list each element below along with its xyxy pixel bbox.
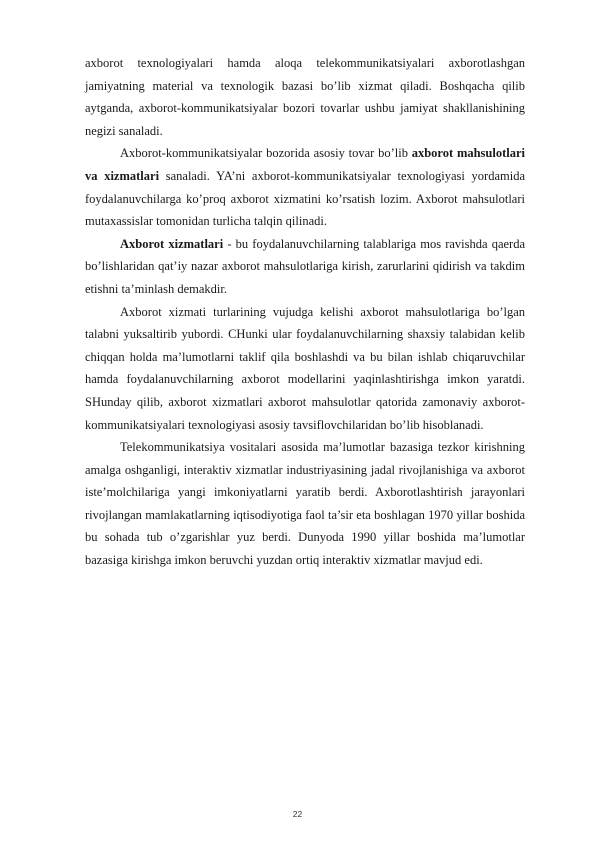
paragraph-text: - bu foydalanuvchilarning talablariga mos ravishda qaerda bo’lishlaridan qat’iy nazar axborot mahsulotlariga kirish, zarurlarini qidirish va takdim etishni ta’minlash demakdir. (85, 236, 525, 296)
document-page (85, 52, 525, 572)
paragraph-information-market (85, 142, 525, 232)
bold-term-information-services: Axborot xizmatlari (120, 236, 224, 251)
paragraph-text: Axborot-kommunikatsiyalar bozorida asosiy tovar bo’lib (120, 146, 412, 161)
paragraph-service-types: Axborot xizmati turlarining vujudga kelishi axborot mahsulotlariga bo’lgan talabni yuksaltirib yubordi. CHunki ular foydalanuvchilarning shaxsiy talabidan kelib chiqqan holda ma’lumotlarni taklif qila boshlashdi va bu bilan ishlab chiqaruvchilar hamda foydalanuvchilarning axborot modellarini yaqinlashtirishga imkon yaratdi. SHunday qilib, axborot xizmatlari axborot mahsulotlar qatorida zamonaviy axborot- kommunikatsiyalari texnologiyasi asosiy tavsiflovchilaridan bo’lib hisoblanadi. (85, 304, 525, 432)
paragraph-information-services-definition (85, 233, 525, 301)
paragraph-intro: axborot texnologiyalari hamda aloqa telekommunikatsiyalari axborotlashgan jamiyatning material va texnologik bazasi bo’lib xizmat qiladi. Boshqacha qilib aytganda, axborot-kommunikatsiyalar bozori tovarlar ushbu jamiyat shakllanishining negizi sanaladi. (85, 56, 525, 138)
paragraph-telecommunications: Telekommunikatsiya vositalari asosida ma’lumotlar bazasiga tezkor kirishning amalga oshganligi, interaktiv xizmatlar industriyasining jadal rivojlanishiga va axborot iste’molchilariga yangi imkoniyatlarni yaratib berdi. Axborotlashtirish jarayonlari rivojlangan mamlakatlarning iqtisodiyotiga faol ta’sir eta boshlagan 1970 yillar boshida bu sohada tub o’zgarishlar yuz berdi. Dunyoda 1990 yillar boshida ma’lumotlar bazasiga kirishga imkon beruvchi yuzdan ortiq interaktiv xizmatlar mavjud edi. (85, 440, 525, 568)
page-number: 22 (292, 809, 303, 819)
bold-term-products-services: axborot mahsulotlari va xizmatlari (85, 146, 526, 183)
paragraph-text: sanaladi. YA’ni axborot-kommunikatsiyalar texnologiyasi yordamida foydalanuvchilarga ko’proq axborot xizmatini ko’rsatish lozim. Axborot mahsulotlari mutaxassislar tomonidan turlicha talqin qilinadi. (85, 168, 525, 229)
